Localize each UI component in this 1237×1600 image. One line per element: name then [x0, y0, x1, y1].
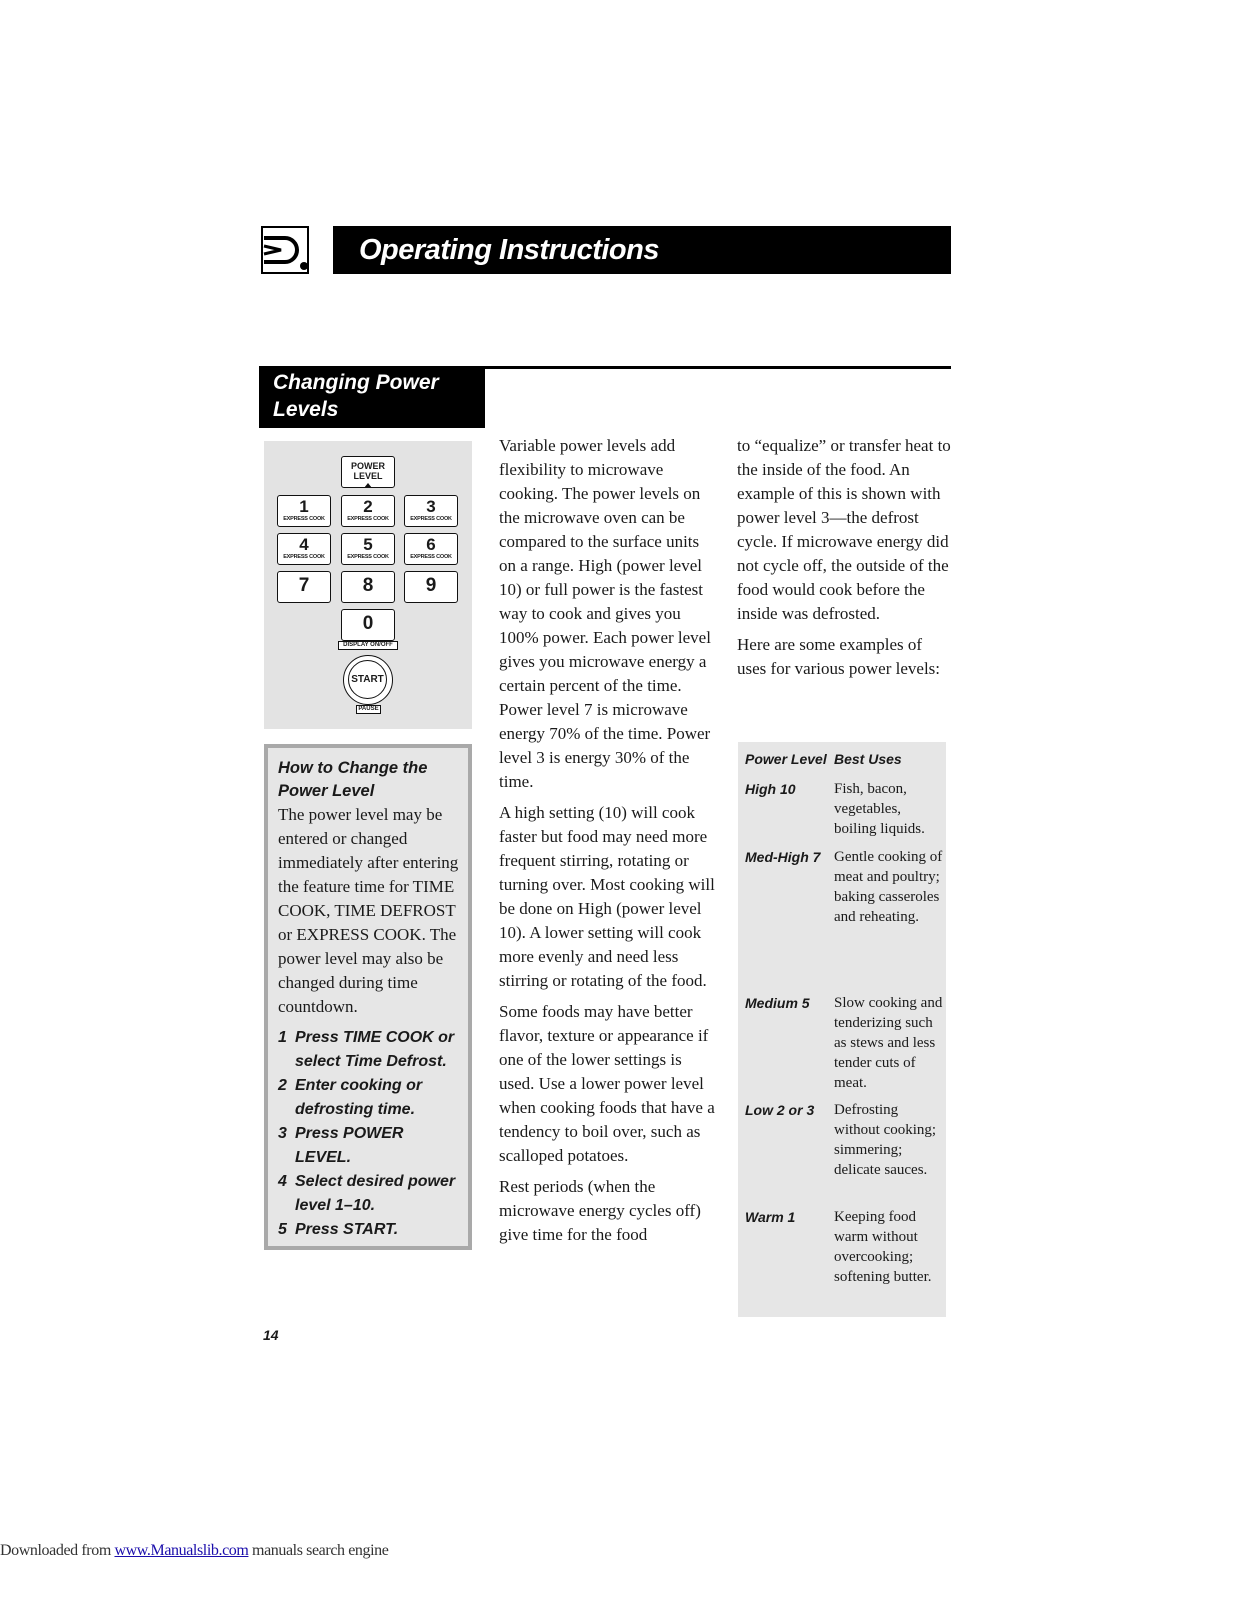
footer-prefix: Downloaded from [0, 1542, 115, 1559]
power-level-table [738, 742, 946, 1317]
section-heading [259, 366, 485, 428]
row-level: Warm 1 [745, 1209, 796, 1225]
row-uses: Fish, bacon, vegetables, boiling liquids. [834, 781, 925, 837]
row-level: Medium 5 [745, 995, 810, 1011]
step-text: Press POWER LEVEL. [295, 1125, 404, 1166]
step-text: Enter cooking or defrosting time. [295, 1077, 423, 1118]
step-item [278, 1026, 460, 1074]
paragraph: to “equalize” or transfer heat to the inside of the food. An example of this is shown with power level 3—the defrost cycle. If microwave energy did not cycle off, the outside of the food would cook before the inside was defrosted. [737, 436, 951, 623]
keypad-key-9 [404, 571, 458, 603]
step-item [278, 1122, 460, 1170]
keypad-key-0 [341, 609, 395, 641]
key-number: 8 [362, 575, 374, 596]
start-label: START [351, 674, 384, 685]
power-level-label: POWER LEVEL [350, 461, 385, 481]
key-sublabel: EXPRESS COOK [283, 516, 325, 522]
key-number: 9 [425, 575, 437, 596]
step-item [278, 1074, 460, 1122]
step-text: Select desired power level 1–10. [295, 1173, 456, 1214]
footer-suffix: manuals search engine [248, 1542, 389, 1559]
key-number: 3 [426, 497, 436, 516]
keypad-key-5 [341, 533, 395, 565]
row-level: Low 2 or 3 [745, 1102, 815, 1118]
ge-range-icon [261, 226, 309, 274]
keypad-key-4 [277, 533, 331, 565]
key-sublabel: EXPRESS COOK [410, 516, 452, 522]
start-key-face [348, 660, 387, 699]
page-header [333, 226, 951, 274]
paragraph: A high setting (10) will cook faster but food may need more frequent stirring, rotating or turning over. Most cooking will be done on High (power level 10). A lower setting will cook more evenly and need less stirring or rotating of the food. [499, 803, 715, 990]
key-sublabel: EXPRESS COOK [347, 554, 389, 560]
section-rule [485, 366, 951, 369]
step-item [278, 1218, 460, 1242]
display-label: DISPLAY ON/OFF [343, 642, 393, 648]
keypad-key-2 [341, 495, 395, 527]
keypad-key-8 [341, 571, 395, 603]
row-uses: Defrosting without cooking; simmering; delicate sauces. [834, 1102, 937, 1178]
step-text: Press START. [295, 1221, 399, 1238]
howto-title: How to Change the Power Level [278, 759, 428, 800]
step-item [278, 1170, 460, 1218]
step-number: 1 [278, 1029, 287, 1046]
howto-body: The power level may be entered or changed immediately after entering the feature time for TIME COOK, TIME DEFROST or EXPRESS COOK. The power level may also be changed during time countdown. [278, 805, 459, 1016]
key-number: 1 [299, 497, 309, 516]
howto-steps [278, 1026, 460, 1242]
start-key [343, 655, 393, 705]
row-uses: Gentle cooking of meat and poultry; baking casseroles and reheating. [834, 849, 943, 925]
row-level: High 10 [745, 781, 796, 797]
key-sublabel: EXPRESS COOK [347, 516, 389, 522]
howto-box [264, 744, 472, 1250]
step-number: 5 [278, 1221, 287, 1238]
keypad-key-3 [404, 495, 458, 527]
key-number: 7 [298, 575, 310, 596]
page-title: Operating Instructions [359, 233, 659, 266]
step-number: 3 [278, 1125, 287, 1142]
pause-tag [356, 705, 381, 714]
page-number: 14 [263, 1327, 279, 1343]
key-number: 0 [362, 613, 374, 634]
paragraph: Variable power levels add flexibility to microwave cooking. The power levels on the microwave oven can be compared to the surface units on a range. High (power level 10) or full power is the fastest way to cook and gives you 100% power. Each power level gives you microwave energy a certain percent of the time. Power level 7 is microwave energy 70% of the time. Power level 3 is energy 30% of the time. [499, 436, 711, 791]
paragraph: Rest periods (when the microwave energy cycles off) give time for the food [499, 1177, 701, 1244]
row-uses: Slow cooking and tenderizing such as stews and less tender cuts of meat. [834, 995, 943, 1091]
header-power-level: Power Level [745, 751, 827, 767]
row-level: Med-High 7 [745, 849, 821, 865]
pause-label: PAUSE [358, 706, 379, 712]
key-number: 4 [299, 535, 309, 554]
key-number: 2 [363, 497, 373, 516]
display-on-off-tag [338, 641, 398, 650]
row-uses: Keeping food warm without overcooking; softening butter. [834, 1209, 932, 1285]
download-footer [0, 1542, 388, 1560]
footer-link[interactable]: www.Manualslib.com [114, 1542, 249, 1559]
key-sublabel: EXPRESS COOK [283, 554, 325, 560]
keypad-key-7 [277, 571, 331, 603]
key-number: 6 [426, 535, 436, 554]
header-best-uses: Best Uses [834, 751, 902, 767]
key-sublabel: EXPRESS COOK [410, 554, 452, 560]
step-number: 4 [278, 1173, 287, 1190]
step-text: Press TIME COOK or select Time Defrost. [295, 1029, 455, 1070]
body-column-1 [499, 434, 717, 1254]
paragraph: Here are some examples of uses for various power levels: [737, 635, 941, 678]
body-column-2 [737, 434, 951, 688]
power-level-key [341, 456, 395, 488]
paragraph: Some foods may have better flavor, texture or appearance if one of the lower settings is used. Use a lower power level when cooking foods that have a tendency to boil over, such as scalloped potatoes. [499, 1002, 715, 1165]
keypad-key-1 [277, 495, 331, 527]
key-number: 5 [363, 535, 373, 554]
step-number: 2 [278, 1077, 287, 1094]
section-title: Changing Power Levels [273, 371, 439, 421]
keypad-key-6 [404, 533, 458, 565]
table-header [745, 751, 902, 767]
